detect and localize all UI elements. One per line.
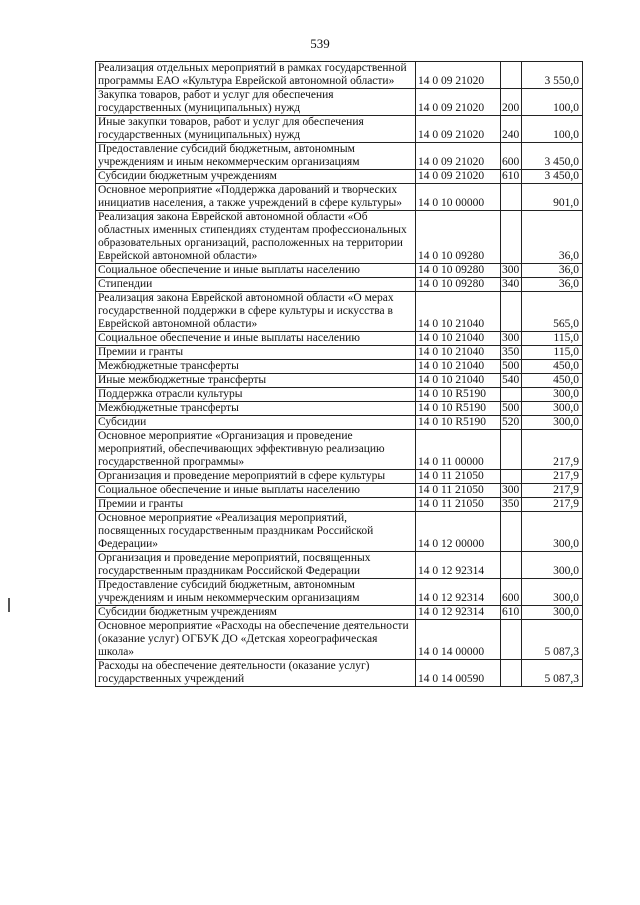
row-sum-cell: 3 550,0 [522, 62, 583, 89]
row-code-cell: 14 0 10 R5190 [416, 402, 501, 416]
table-row [96, 89, 583, 116]
table-row [96, 388, 583, 402]
table-row [96, 264, 583, 278]
row-code-cell: 14 0 10 R5190 [416, 388, 501, 402]
row-sum-cell: 115,0 [522, 346, 583, 360]
row-code-cell: 14 0 10 09280 [416, 211, 501, 264]
row-code-cell: 14 0 12 92314 [416, 552, 501, 579]
table-row [96, 346, 583, 360]
row-sum-cell: 100,0 [522, 89, 583, 116]
row-name-cell: Организация и проведение мероприятий в сфере культуры [96, 470, 416, 484]
table-row [96, 184, 583, 211]
table-row [96, 402, 583, 416]
row-name-cell: Поддержка отрасли культуры [96, 388, 416, 402]
row-code-cell: 14 0 09 21020 [416, 170, 501, 184]
row-expense-type-cell: 610 [501, 606, 522, 620]
row-sum-cell: 565,0 [522, 292, 583, 332]
row-name-cell: Иные межбюджетные трансферты [96, 374, 416, 388]
row-sum-cell: 300,0 [522, 402, 583, 416]
row-code-cell: 14 0 10 R5190 [416, 416, 501, 430]
row-name-cell: Субсидии [96, 416, 416, 430]
budget-table [95, 61, 583, 687]
table-row [96, 292, 583, 332]
row-code-cell: 14 0 10 00000 [416, 184, 501, 211]
row-expense-type-cell: 300 [501, 264, 522, 278]
table-row [96, 374, 583, 388]
row-sum-cell: 3 450,0 [522, 143, 583, 170]
table-row [96, 332, 583, 346]
table-row [96, 116, 583, 143]
table-row [96, 606, 583, 620]
table-row [96, 143, 583, 170]
row-sum-cell: 3 450,0 [522, 170, 583, 184]
row-expense-type-cell [501, 552, 522, 579]
row-code-cell: 14 0 09 21020 [416, 89, 501, 116]
row-sum-cell: 36,0 [522, 278, 583, 292]
row-expense-type-cell [501, 512, 522, 552]
table-row [96, 62, 583, 89]
table-row [96, 512, 583, 552]
table-row [96, 498, 583, 512]
row-expense-type-cell: 610 [501, 170, 522, 184]
row-name-cell: Основное мероприятие «Организация и проведение мероприятий, обеспечивающих эффективную реализацию государственной программы» [96, 430, 416, 470]
row-name-cell: Основное мероприятие «Реализация мероприятий, посвященных государственным праздникам Российской Федерации» [96, 512, 416, 552]
row-code-cell: 14 0 11 21050 [416, 484, 501, 498]
table-row [96, 360, 583, 374]
table-row [96, 470, 583, 484]
row-name-cell: Реализация закона Еврейской автономной области «О мерах государственной поддержки в сфере культуры и искусства в Еврейской автономной области» [96, 292, 416, 332]
row-expense-type-cell: 340 [501, 278, 522, 292]
row-name-cell: Социальное обеспечение и иные выплаты населению [96, 332, 416, 346]
row-code-cell: 14 0 14 00590 [416, 660, 501, 687]
row-name-cell: Закупка товаров, работ и услуг для обеспечения государственных (муниципальных) нужд [96, 89, 416, 116]
row-expense-type-cell [501, 620, 522, 660]
row-expense-type-cell [501, 292, 522, 332]
row-code-cell: 14 0 10 21040 [416, 292, 501, 332]
row-code-cell: 14 0 10 21040 [416, 360, 501, 374]
row-expense-type-cell: 600 [501, 579, 522, 606]
row-name-cell: Основное мероприятие «Поддержка дарований и творческих инициатив населения, а также учреждений в сфере культуры» [96, 184, 416, 211]
row-expense-type-cell [501, 470, 522, 484]
row-name-cell: Социальное обеспечение и иные выплаты населению [96, 484, 416, 498]
row-code-cell: 14 0 10 21040 [416, 346, 501, 360]
row-sum-cell: 217,9 [522, 484, 583, 498]
row-code-cell: 14 0 10 21040 [416, 332, 501, 346]
row-expense-type-cell [501, 660, 522, 687]
row-expense-type-cell [501, 62, 522, 89]
row-code-cell: 14 0 12 92314 [416, 579, 501, 606]
table-row [96, 278, 583, 292]
row-name-cell: Субсидии бюджетным учреждениям [96, 606, 416, 620]
page-number: 539 [310, 36, 330, 51]
row-expense-type-cell: 520 [501, 416, 522, 430]
row-sum-cell: 300,0 [522, 552, 583, 579]
row-code-cell: 14 0 11 00000 [416, 430, 501, 470]
row-code-cell: 14 0 11 21050 [416, 498, 501, 512]
row-sum-cell: 300,0 [522, 416, 583, 430]
row-name-cell: Основное мероприятие «Расходы на обеспечение деятельности (оказание услуг) ОГБУК ДО «Детская хореографическая школа» [96, 620, 416, 660]
row-name-cell: Организация и проведение мероприятий, посвященных государственным праздникам Российской Федерации [96, 552, 416, 579]
row-code-cell: 14 0 10 09280 [416, 264, 501, 278]
row-sum-cell: 300,0 [522, 388, 583, 402]
row-expense-type-cell [501, 388, 522, 402]
row-name-cell: Предоставление субсидий бюджетным, автономным учреждениям и иным некоммерческим организациям [96, 579, 416, 606]
row-expense-type-cell [501, 211, 522, 264]
row-sum-cell: 300,0 [522, 606, 583, 620]
row-sum-cell: 5 087,3 [522, 620, 583, 660]
row-code-cell: 14 0 09 21020 [416, 62, 501, 89]
row-expense-type-cell: 600 [501, 143, 522, 170]
row-expense-type-cell: 200 [501, 89, 522, 116]
row-name-cell: Расходы на обеспечение деятельности (оказание услуг) государственных учреждений [96, 660, 416, 687]
row-code-cell: 14 0 12 92314 [416, 606, 501, 620]
row-sum-cell: 36,0 [522, 211, 583, 264]
row-name-cell: Реализация отдельных мероприятий в рамках государственной программы ЕАО «Культура Еврейской автономной области» [96, 62, 416, 89]
table-row [96, 211, 583, 264]
row-sum-cell: 300,0 [522, 512, 583, 552]
row-name-cell: Межбюджетные трансферты [96, 402, 416, 416]
row-name-cell: Социальное обеспечение и иные выплаты населению [96, 264, 416, 278]
table-row [96, 579, 583, 606]
row-code-cell: 14 0 11 21050 [416, 470, 501, 484]
table-row [96, 170, 583, 184]
row-expense-type-cell: 540 [501, 374, 522, 388]
row-name-cell: Субсидии бюджетным учреждениям [96, 170, 416, 184]
margin-mark [8, 598, 10, 612]
row-code-cell: 14 0 10 09280 [416, 278, 501, 292]
table-row [96, 620, 583, 660]
row-sum-cell: 450,0 [522, 360, 583, 374]
row-name-cell: Межбюджетные трансферты [96, 360, 416, 374]
table-row [96, 484, 583, 498]
row-sum-cell: 300,0 [522, 579, 583, 606]
table-row [96, 416, 583, 430]
row-expense-type-cell: 240 [501, 116, 522, 143]
row-expense-type-cell: 500 [501, 360, 522, 374]
row-expense-type-cell: 350 [501, 346, 522, 360]
row-name-cell: Иные закупки товаров, работ и услуг для обеспечения государственных (муниципальных) нужд [96, 116, 416, 143]
row-expense-type-cell: 300 [501, 332, 522, 346]
row-expense-type-cell [501, 430, 522, 470]
row-name-cell: Премии и гранты [96, 498, 416, 512]
table-row [96, 430, 583, 470]
table-row [96, 552, 583, 579]
row-expense-type-cell: 350 [501, 498, 522, 512]
row-sum-cell: 901,0 [522, 184, 583, 211]
row-sum-cell: 36,0 [522, 264, 583, 278]
row-expense-type-cell [501, 184, 522, 211]
row-code-cell: 14 0 09 21020 [416, 116, 501, 143]
row-sum-cell: 5 087,3 [522, 660, 583, 687]
row-code-cell: 14 0 12 00000 [416, 512, 501, 552]
row-code-cell: 14 0 09 21020 [416, 143, 501, 170]
row-expense-type-cell: 500 [501, 402, 522, 416]
row-name-cell: Предоставление субсидий бюджетным, автономным учреждениям и иным некоммерческим организациям [96, 143, 416, 170]
row-sum-cell: 450,0 [522, 374, 583, 388]
row-sum-cell: 217,9 [522, 430, 583, 470]
row-sum-cell: 217,9 [522, 498, 583, 512]
row-name-cell: Премии и гранты [96, 346, 416, 360]
row-sum-cell: 217,9 [522, 470, 583, 484]
row-name-cell: Стипендии [96, 278, 416, 292]
table-row [96, 660, 583, 687]
row-name-cell: Реализация закона Еврейской автономной области «Об областных именных стипендиях студентам профессиональных образовательных организаций, расположенных на территории Еврейской автономной области» [96, 211, 416, 264]
row-sum-cell: 115,0 [522, 332, 583, 346]
row-sum-cell: 100,0 [522, 116, 583, 143]
row-code-cell: 14 0 14 00000 [416, 620, 501, 660]
row-code-cell: 14 0 10 21040 [416, 374, 501, 388]
row-expense-type-cell: 300 [501, 484, 522, 498]
